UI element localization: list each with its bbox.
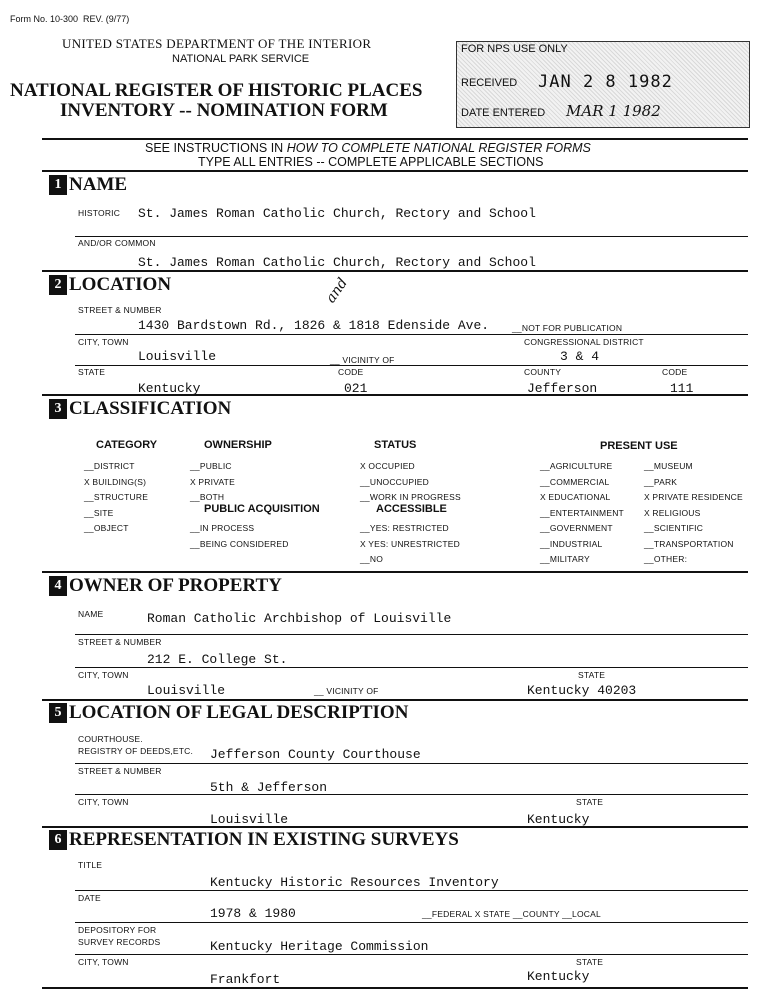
dept-name: UNITED STATES DEPARTMENT OF THE INTERIOR: [62, 36, 372, 51]
divider: [42, 394, 748, 396]
present-use-right-list: [644, 459, 743, 568]
status-list: [360, 459, 461, 506]
section-number: 1: [49, 175, 67, 195]
section-number: 2: [49, 275, 67, 295]
divider: [42, 571, 748, 573]
form-title-1: NATIONAL REGISTER OF HISTORIC PLACES: [10, 80, 423, 101]
use-item: __PARK: [644, 476, 678, 487]
handwritten-and: and: [322, 275, 352, 306]
acquisition-heading: PUBLIC ACQUISITION: [204, 503, 320, 515]
street-label: STREET & NUMBER: [78, 305, 162, 315]
divider: [75, 365, 748, 366]
depository-label: DEPOSITORY FOR: [78, 925, 157, 935]
use-item: __MILITARY: [540, 554, 590, 564]
section-number: 3: [49, 399, 67, 419]
state-value: Kentucky: [527, 812, 590, 827]
section-title: CLASSIFICATION: [69, 398, 232, 419]
status-item: __WORK IN PROGRESS: [360, 492, 461, 502]
survey-records-label: SURVEY RECORDS: [78, 937, 161, 947]
courthouse-label: COURTHOUSE.: [78, 734, 143, 744]
owner-name-value: Roman Catholic Archbishop of Louisville: [147, 611, 452, 626]
divider: [75, 794, 748, 795]
registry-label: REGISTRY OF DEEDS,ETC.: [78, 746, 194, 756]
status-item: __UNOCCUPIED: [360, 476, 429, 487]
common-label: AND/OR COMMON: [78, 238, 156, 248]
category-list: [84, 459, 148, 537]
city-label: CITY, TOWN: [78, 337, 129, 347]
state-value: Kentucky: [138, 381, 201, 396]
ownership-heading: OWNERSHIP: [204, 439, 272, 451]
state-label: STATE: [578, 670, 606, 680]
section-2-heading: [49, 275, 171, 295]
category-item: __OBJECT: [84, 523, 129, 533]
status-heading: STATUS: [374, 439, 417, 451]
state-value: Kentucky: [527, 969, 590, 984]
courthouse-value: Jefferson County Courthouse: [210, 747, 421, 762]
survey-title-value: Kentucky Historic Resources Inventory: [210, 875, 499, 890]
street-value: 1430 Bardstown Rd., 1826 & 1818 Edenside Ave.: [138, 318, 490, 333]
category-item: X BUILDING(S): [84, 476, 147, 487]
city-value: Louisville: [147, 683, 226, 698]
ownership-item: __PUBLIC: [190, 461, 232, 471]
divider: [42, 699, 748, 701]
congressional-label: CONGRESSIONAL DISTRICT: [524, 337, 644, 347]
county-code-value: 111: [670, 381, 694, 396]
present-use-heading: PRESENT USE: [600, 440, 678, 452]
city-label: CITY, TOWN: [78, 957, 129, 967]
city-value: Louisville: [138, 349, 217, 364]
historic-value: St. James Roman Catholic Church, Rectory and School: [138, 206, 536, 221]
accessible-item: __YES: RESTRICTED: [360, 523, 449, 533]
code-value: 021: [344, 381, 368, 396]
divider: [42, 138, 748, 140]
section-title: NAME: [69, 174, 128, 195]
accessible-list: [360, 521, 460, 568]
accessible-item: X YES: UNRESTRICTED: [360, 538, 460, 549]
congressional-value: 3 & 4: [560, 349, 600, 364]
city-value: Louisville: [210, 812, 289, 827]
divider: [75, 634, 748, 635]
city-label: CITY, TOWN: [78, 670, 129, 680]
section-number: 4: [49, 576, 67, 596]
city-label: CITY, TOWN: [78, 797, 129, 807]
divider: [75, 763, 748, 764]
ownership-item: __BOTH: [190, 492, 225, 502]
street-value: 5th & Jefferson: [210, 780, 328, 795]
survey-title-label: TITLE: [78, 860, 103, 870]
divider: [42, 987, 748, 989]
divider: [42, 270, 748, 272]
street-value: 212 E. College St.: [147, 652, 288, 667]
code-label-2: CODE: [662, 367, 688, 377]
owner-name-label: NAME: [78, 609, 104, 619]
city-value: Frankfort: [210, 972, 281, 987]
category-heading: CATEGORY: [96, 439, 158, 451]
divider: [75, 236, 748, 237]
county-value: Jefferson: [527, 381, 598, 396]
present-use-left-list: [540, 459, 624, 568]
section-title: OWNER OF PROPERTY: [69, 575, 282, 596]
use-item: __GOVERNMENT: [540, 523, 613, 533]
state-label: STATE: [576, 957, 604, 967]
section-4-heading: [49, 576, 282, 596]
use-item: __COMMERCIAL: [540, 476, 610, 487]
county-label: COUNTY: [524, 367, 562, 377]
category-item: __DISTRICT: [84, 461, 135, 471]
divider: [42, 170, 748, 172]
status-item: X OCCUPIED: [360, 461, 415, 471]
acquisition-item: __IN PROCESS: [190, 523, 255, 533]
use-item: __INDUSTRIAL: [540, 538, 603, 549]
ownership-list: [190, 459, 235, 506]
section-5-heading: [49, 703, 408, 723]
form-title-2: INVENTORY -- NOMINATION FORM: [60, 100, 388, 121]
code-label: CODE: [338, 367, 364, 377]
instructions-line-2: TYPE ALL ENTRIES -- COMPLETE APPLICABLE SECTIONS: [198, 155, 544, 169]
section-title: REPRESENTATION IN EXISTING SURVEYS: [69, 829, 459, 850]
divider: [75, 667, 748, 668]
nps-label: FOR NPS USE ONLY: [461, 43, 568, 55]
date-label: DATE: [78, 893, 101, 903]
common-value: St. James Roman Catholic Church, Rectory and School: [138, 255, 536, 270]
date-entered-value: MAR 1 1982: [566, 102, 661, 120]
accessible-heading: ACCESSIBLE: [376, 503, 447, 515]
use-item: X PRIVATE RESIDENCE: [644, 492, 743, 502]
service-name: NATIONAL PARK SERVICE: [172, 53, 310, 65]
not-for-publication: __NOT FOR PUBLICATION: [512, 323, 623, 333]
vicinity-of: __ VICINITY OF: [330, 355, 395, 365]
use-item: __ENTERTAINMENT: [540, 507, 624, 518]
use-item: __SCIENTIFIC: [644, 523, 704, 533]
divider: [75, 334, 748, 335]
divider: [75, 922, 748, 923]
section-6-heading: [49, 830, 459, 850]
use-item: __OTHER:: [644, 554, 688, 564]
divider: [75, 954, 748, 955]
form-number: Form No. 10-300 REV. (9/77): [10, 14, 130, 24]
received-stamp: JAN 2 8 1982: [538, 72, 673, 92]
street-label: STREET & NUMBER: [78, 637, 162, 647]
divider: [42, 826, 748, 828]
instructions-line-1: SEE INSTRUCTIONS IN HOW TO COMPLETE NATIONAL REGISTER FORMS: [145, 141, 591, 155]
use-item: __AGRICULTURE: [540, 461, 613, 471]
historic-label: HISTORIC: [78, 208, 121, 218]
received-label: RECEIVED: [461, 77, 518, 89]
category-item: __SITE: [84, 507, 114, 518]
acquisition-list: [190, 521, 289, 552]
category-item: __STRUCTURE: [84, 492, 149, 502]
use-item: X EDUCATIONAL: [540, 492, 611, 502]
section-number: 5: [49, 703, 67, 723]
section-number: 6: [49, 830, 67, 850]
section-title: LOCATION: [69, 274, 172, 295]
street-label: STREET & NUMBER: [78, 766, 162, 776]
section-1-heading: [49, 175, 127, 195]
accessible-item: __NO: [360, 554, 384, 564]
state-label: STATE: [576, 797, 604, 807]
use-item: X RELIGIOUS: [644, 507, 701, 518]
state-value: Kentucky 40203: [527, 683, 637, 698]
survey-levels: __FEDERAL X STATE __COUNTY __LOCAL: [422, 909, 601, 919]
section-3-heading: [49, 399, 231, 419]
depository-value: Kentucky Heritage Commission: [210, 939, 429, 954]
date-value: 1978 & 1980: [210, 906, 296, 921]
section-title: LOCATION OF LEGAL DESCRIPTION: [69, 702, 409, 723]
ownership-item: X PRIVATE: [190, 476, 235, 487]
vicinity-of: __ VICINITY OF: [314, 686, 379, 696]
use-item: __TRANSPORTATION: [644, 538, 734, 549]
state-label: STATE: [78, 367, 106, 377]
date-entered-label: DATE ENTERED: [461, 107, 546, 119]
divider: [75, 890, 748, 891]
use-item: __MUSEUM: [644, 461, 693, 471]
acquisition-item: __BEING CONSIDERED: [190, 538, 289, 549]
